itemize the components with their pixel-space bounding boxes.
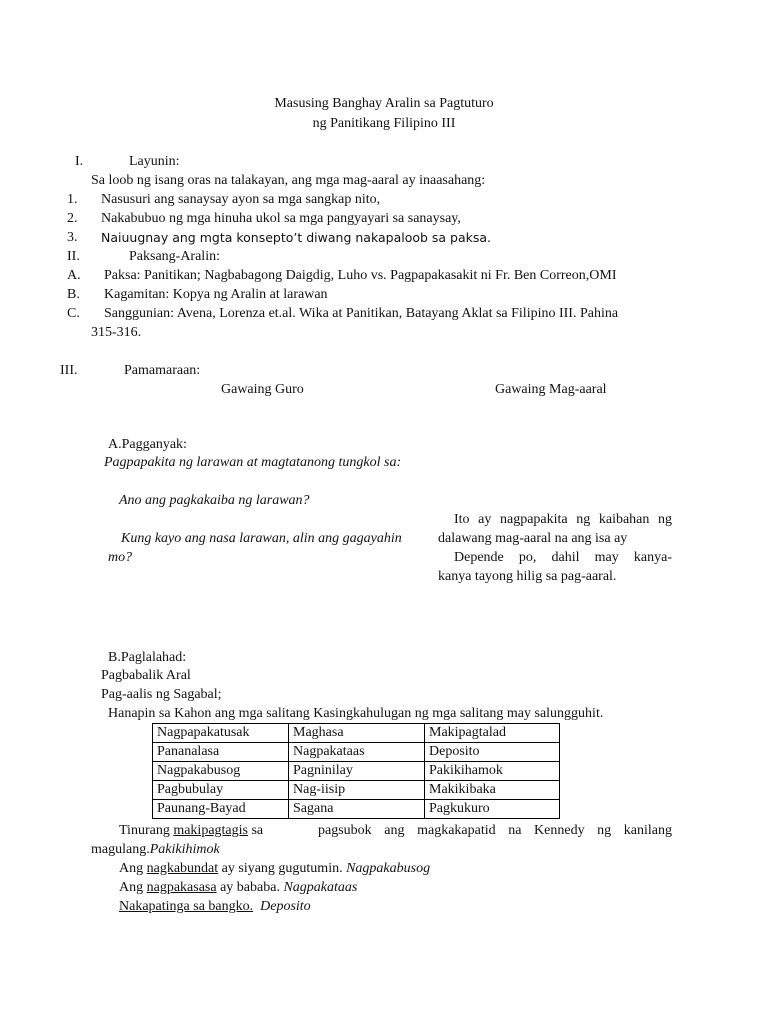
document-title-line-2: ng Panitikang Filipino III [312,116,456,131]
table-row [153,800,560,819]
paglalahad-sub-2: Pag-aalis ng Sagabal; [101,687,222,702]
objective-1-number: 1. [67,192,78,207]
sentence-3-underlined-word: nagpakasasa [146,880,217,895]
sentence-3-pre: Ang [119,880,147,895]
objective-2-text: Nakabubuo ng mga hinuha ukol sa mga pangyayari sa sanaysay, [101,211,461,226]
item-a-letter: A. [67,268,81,283]
table-cell: Nag-iisip [289,781,425,800]
table-cell: Makipagtalad [425,724,560,743]
sentence-2 [119,860,430,878]
student-answer-2-line-1: Depende po, dahil may kanya- [454,550,672,565]
sentence-4-answer: Deposito [260,899,311,914]
student-answer-2-line-2: kanya tayong hilig sa pag-aaral. [438,569,617,584]
item-b-text: Kagamitan: Kopya ng Aralin at larawan [104,287,328,302]
table-cell: Pagbubulay [153,781,289,800]
teacher-question-2-line-2: mo? [108,550,133,565]
table-row [153,762,560,781]
objective-3-text: Naiuugnay ang mgta konsepto’t diwang nakapaloob sa paksa. [101,230,492,245]
table-cell: Nagpapakatusak [153,724,289,743]
column-header-student: Gawaing Mag-aaral [495,382,607,397]
sentence-3 [119,879,357,897]
table-cell: Nagpakataas [289,743,425,762]
sentence-3-answer: Nagpakataas [283,880,358,895]
paglalahad-heading: B.Paglalahad: [108,650,187,665]
table-cell: Pananalasa [153,743,289,762]
section-1-intro: Sa loob ng isang oras na talakayan, ang mga mag-aaral ay inaasahang: [91,173,486,188]
sentence-1-end: magulang. [91,842,150,857]
section-1-heading: Layunin: [129,154,180,169]
document-title-line-1: Masusing Banghay Aralin sa Pagtuturo [274,96,494,111]
item-a-text: Paksa: Panitikan; Nagbabagong Daigdig, Luho vs. Pagpapakasakit ni Fr. Ben Correon,OMI [104,268,617,283]
table-row [153,743,560,762]
objective-1-text: Nasusuri ang sanaysay ayon sa mga sangkap nito, [101,192,381,207]
table-row [153,781,560,800]
table-cell: Pakikihamok [425,762,560,781]
sentence-1-mid: sa [247,823,264,838]
table-cell: Pagninilay [289,762,425,781]
sentence-3-post: ay bababa. [216,880,284,895]
table-cell: Sagana [289,800,425,819]
item-b-letter: B. [67,287,80,302]
sentence-2-underlined-word: nagkabundat [146,861,219,876]
table-cell: Deposito [425,743,560,762]
table-cell: Pagkukuro [425,800,560,819]
table-cell: Paunang-Bayad [153,800,289,819]
section-2-heading: Paksang-Aralin: [129,249,220,264]
sentence-1-underlined-word: makipagtagis [173,823,248,838]
paglalahad-instruction: Hanapin sa Kahon ang mga salitang Kasingkahulugan ng mga salitang may salungguhit. [108,706,604,721]
column-header-teacher: Gawaing Guro [221,382,304,397]
teacher-question-2-line-1: Kung kayo ang nasa larawan, alin ang gagayahin [121,531,402,546]
word-table [152,723,560,819]
sentence-1-pre: Tinurang [119,823,174,838]
objective-2-number: 2. [67,211,78,226]
teacher-question-1: Ano ang pagkakaiba ng larawan? [119,493,310,508]
sentence-2-post: ay siyang gugutumin. [218,861,347,876]
item-c-letter: C. [67,306,80,321]
section-2-number: II. [67,249,80,264]
pagganyak-intro: Pagpapakita ng larawan at magtatanong tungkol sa: [104,455,402,470]
table-cell: Makikibaka [425,781,560,800]
section-1-number: I. [75,154,84,169]
paglalahad-sub-1: Pagbabalik Aral [101,668,191,683]
section-3-number: III. [60,363,78,378]
table-cell: Nagpakabusog [153,762,289,781]
item-c-continuation: 315-316. [91,325,142,340]
sentence-2-pre: Ang [119,861,147,876]
sentence-1-line-2 [91,841,220,859]
sentence-4 [119,898,311,916]
table-cell: Maghasa [289,724,425,743]
student-answer-1-line-2: dalawang mag-aaral na ang isa ay [438,531,628,546]
pagganyak-heading: A.Pagganyak: [108,437,187,452]
section-3-heading: Pamamaraan: [124,363,201,378]
sentence-1-line-1-rest: pagsubok ang magkakapatid na Kennedy ng kanilang [318,823,672,838]
sentence-1-line-1 [119,822,263,840]
sentence-1-answer: Pakikihimok [149,842,220,857]
student-answer-1-line-1: Ito ay nagpapakita ng kaibahan ng [454,512,672,527]
item-c-text: Sanggunian: Avena, Lorenza et.al. Wika at Panitikan, Batayang Aklat sa Filipino III. Pahina [104,306,619,321]
table-row [153,724,560,743]
objective-3-number: 3. [67,230,78,245]
sentence-4-underlined-word: Nakapatinga sa bangko. [119,899,254,914]
sentence-2-answer: Nagpakabusog [346,861,431,876]
